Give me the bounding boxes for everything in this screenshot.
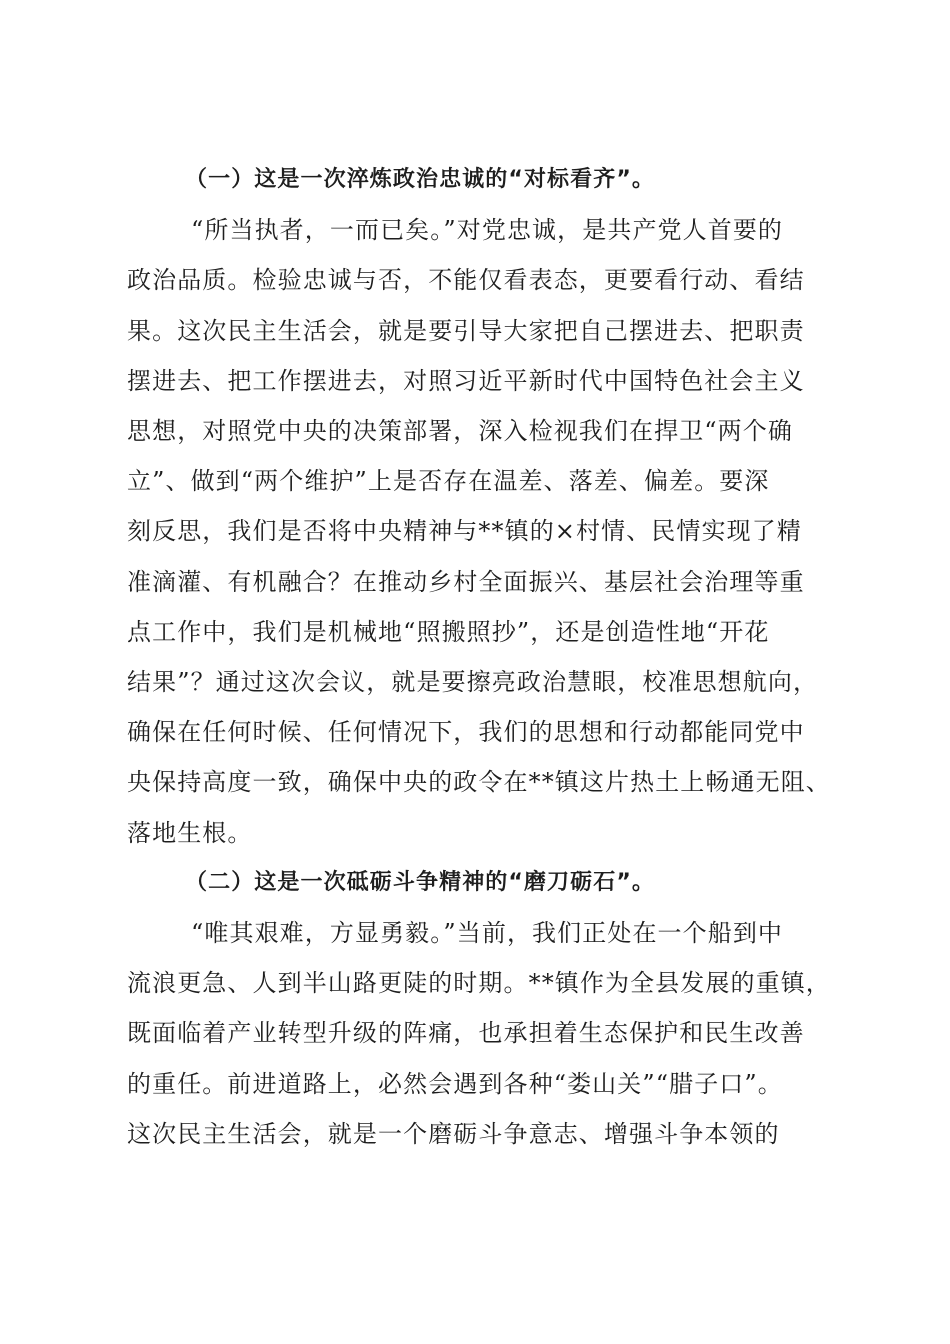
- paragraph-line: 结果”？通过这次会议，就是要擦亮政治慧眼，校准思想航向，: [127, 668, 819, 697]
- paragraph-line: 点工作中，我们是机械地“照搬照抄”，还是创造性地“开花: [127, 617, 770, 646]
- paragraph-line: 既面临着产业转型升级的阵痛，也承担着生态保护和民生改善: [127, 1019, 805, 1048]
- section-2-heading: （二）这是一次砥砺斗争精神的“磨刀砺石”。: [185, 869, 656, 895]
- paragraph-line: “唯其艰难，方显勇毅。”当前，我们正处在一个船到中: [191, 919, 784, 948]
- paragraph-line: 央保持高度一致，确保中央的政令在**镇这片热土上畅通无阻、: [127, 768, 831, 797]
- paragraph-line: 刻反思，我们是否将中央精神与**镇的×村情、民情实现了精: [127, 517, 802, 546]
- paragraph-line: 果。这次民主生活会，就是要引导大家把自己摆进去、把职责: [127, 316, 805, 345]
- paragraph-line: 确保在任何时候、任何情况下，我们的思想和行动都能同党中: [127, 718, 805, 747]
- paragraph-line: “所当执者，一而已矣。”对党忠诚，是共产党人首要的: [191, 216, 784, 245]
- section-1-heading: （一）这是一次淬炼政治忠诚的“对标看齐”。: [185, 167, 656, 192]
- section-1-paragraph: [127, 205, 847, 858]
- paragraph-line: 准滴灌、有机融合？在推动乡村全面振兴、基层社会治理等重: [127, 567, 805, 596]
- document-body: [127, 155, 847, 1159]
- paragraph-line: 思想，对照党中央的决策部署，深入检视我们在捍卫“两个确: [127, 417, 793, 446]
- paragraph-line: 立”、做到“两个维护”上是否存在温差、落差、偏差。要深: [127, 467, 770, 496]
- section-2-paragraph: [127, 908, 847, 1159]
- paragraph-line: 流浪更急、人到半山路更陡的时期。**镇作为全县发展的重镇，: [127, 969, 831, 998]
- paragraph-line: 的重任。前进道路上，必然会遇到各种“娄山关”“腊子口”。: [127, 1069, 783, 1098]
- paragraph-line: 这次民主生活会，就是一个磨砺斗争意志、增强斗争本领的: [127, 1119, 780, 1148]
- paragraph-line: 摆进去、把工作摆进去，对照习近平新时代中国特色社会主义: [127, 366, 805, 395]
- paragraph-line: 政治品质。检验忠诚与否，不能仅看表态，更要看行动、看结: [127, 266, 805, 295]
- paragraph-line: 落地生根。: [127, 818, 253, 847]
